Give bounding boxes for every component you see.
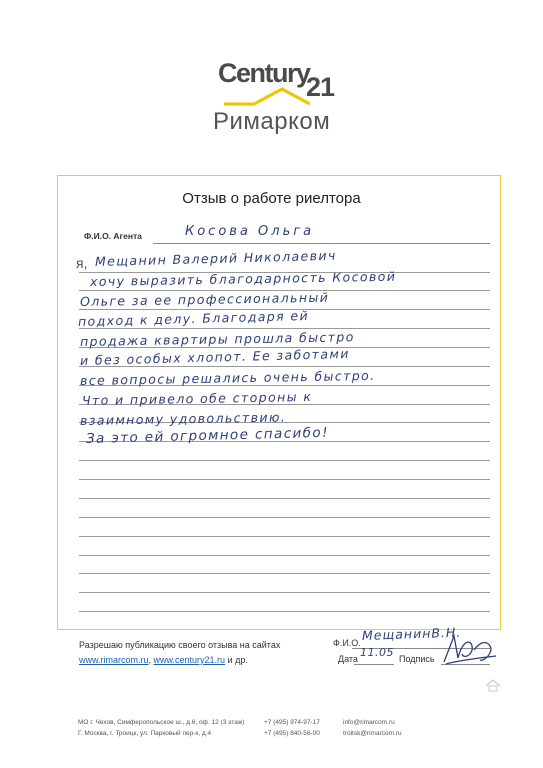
rule [79,498,490,499]
agent-handwritten: Косова Ольга [185,224,315,239]
agent-label: Ф.И.О. Агента [84,231,142,241]
consent-separator: , [148,655,154,665]
footer-email-2[interactable]: troitsk@rimarcom.ru [343,730,402,737]
rule [79,328,490,329]
form-title: Отзыв о работе риелтора [182,190,361,207]
publication-consent [79,638,280,668]
handwritten-line: взаимному удовольствию. [79,409,287,428]
consent-links [79,653,280,668]
footer-phone-1: +7 (495) 974-97-17 [264,719,320,726]
handwritten-line: все вопросы решались очень быстро. [79,367,376,388]
century21-link[interactable]: www.century21.ru [153,655,226,665]
logo-century-text: Century [218,58,310,88]
fio-label: Ф.И.О. [333,638,361,648]
handwritten-line: Что и привело обе стороны к [81,388,313,408]
handwritten-line: продажа квартиры прошла быстро [79,329,355,349]
agent-line [153,243,490,244]
footer-email-1[interactable]: info@rimarcom.ru [343,719,395,726]
footer-phones [264,717,320,739]
logo-21-text: 21 [306,72,335,102]
rule [79,517,490,518]
footer-emails [343,717,402,739]
rule [79,611,490,612]
handwritten-line: и без особых хлопот. Ее заботами [79,345,350,368]
rule [79,460,490,461]
century21-logo [210,58,350,140]
signature-label: Подпись [399,654,435,664]
consent-text: Разрешаю публикацию своего отзыва на сайтах [79,640,281,650]
footer-address-2: Г. Москва, г. Троицк, ул. Парковый пер-к, д.4 [78,730,212,737]
rule [79,573,490,574]
consent-suffix: и др. [225,655,248,665]
handwritten-line: Ольге за ее профессиональный [79,289,330,309]
footer-addresses [78,717,244,739]
date-handwritten: 11.05 [360,646,394,659]
rimarcom-link[interactable]: www.rimarcom.ru [79,655,149,665]
rule [79,555,490,556]
rule [79,479,490,480]
handwritten-line: хочу выразить благодарность Косовой [89,268,397,289]
ya-label: я, [76,255,88,271]
logo-brand-local: Римарком [213,108,331,135]
house-icon [485,678,501,692]
rule [79,592,490,593]
footer-phone-2: +7 (495) 840-56-00 [264,730,320,737]
handwritten-line: Мещанин Валерий Николаевич [94,247,337,269]
date-label: Дата [338,654,358,664]
roof-icon [224,84,310,106]
footer-address-1: МО г. Чехов, Симферопольское ш., д.6, оф. 12 (3 этаж) [78,719,245,726]
handwritten-signature [440,632,498,668]
fio-handwritten: МещанинВ.Н. [361,624,462,643]
date-line [354,664,394,665]
handwritten-line: За это ей огромное спасибо! [85,424,330,447]
rule [79,536,490,537]
handwritten-line: подход к делу. Благодаря ей [77,307,310,329]
